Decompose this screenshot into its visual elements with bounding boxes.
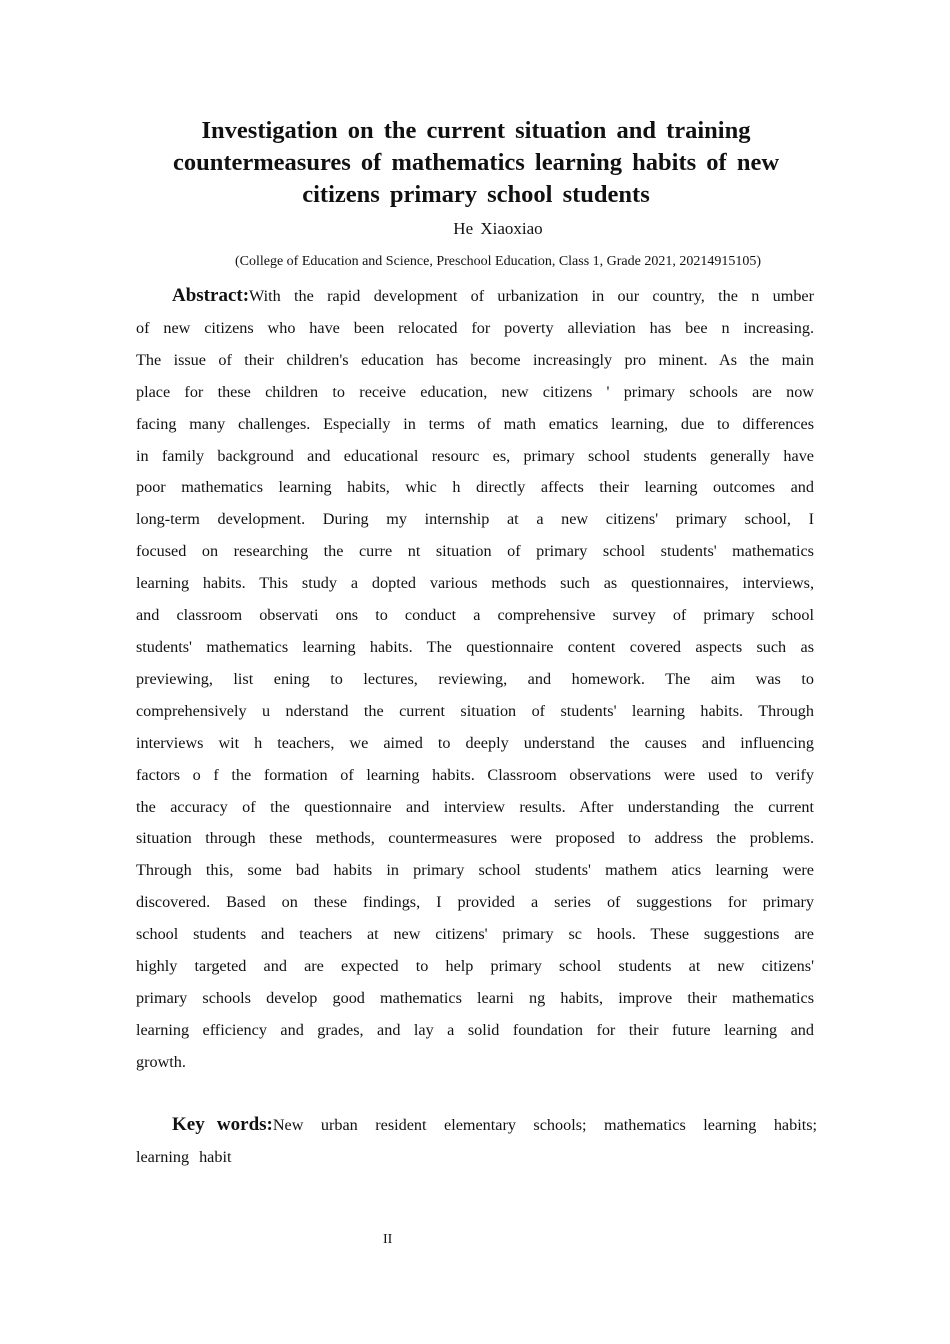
page-number: II xyxy=(383,1232,393,1247)
abstract-text: With the rapid development of urbanization in our country, the n umber of new citizens who have been relocated for poverty alleviation has bee n increasing. The issue of their children's education has become increasingly pro minent. As the main place for these children to receive education, new citizens ' primary schools are now facing many challenges. Especially in terms of math ematics learning, due to differences in family background and educational resourc es, primary school students generally have poor mathematics learning habits, whic h directly affects their learning outcomes and long-term development. During my internship at a new citizens' primary school, I focused on researching the curre nt situation of primary school students' mathematics learning habits. This study a dopted various methods such as questionnaires, interviews, and classroom observati ons to conduct a comprehensive survey of primary school students' mathematics learning habits. The questionnaire content covered aspects such as previewing, list ening to lectures, reviewing, and homework. The aim was to comprehensively u nderstand the current situation of students' learning habits. Through interviews wit h teachers, we aimed to deeply understand the causes and influencing factors o f the formation of learning habits. Classroom observations were used to verify the accuracy of the questionnaire and interview results. After understanding the current situation through these methods, countermeasures were proposed to address the problems. Through this, some bad habits in primary school students' mathem atics learning were discovered. Based on these findings, I provided a series of suggestions for primary school students and teachers at new citizens' primary sc hools. These suggestions are highly targeted and are expected to help primary school students at new citizens' primary schools develop good mathematics learni ng habits, improve their mathematics learning efficiency and grades, and lay a solid foundation for their future learning and growth. xyxy=(136,287,814,1071)
abstract-label: Abstract: xyxy=(172,285,250,306)
author-affiliation: (College of Education and Science, Preschool Education, Class 1, Grade 2021, 20214915105) xyxy=(234,254,762,269)
author-name: He Xiaoxiao xyxy=(453,219,543,238)
abstract-paragraph xyxy=(136,280,814,1079)
keywords-paragraph xyxy=(136,1109,817,1173)
keywords-text: New urban resident elementary schools; mathematics learning habits; learning habit xyxy=(136,1116,817,1166)
paper-title: Investigation on the current situation and training countermeasures of mathematics learning habits of new citizens primary school students xyxy=(172,117,780,208)
keywords-label: Key words: xyxy=(172,1114,273,1135)
